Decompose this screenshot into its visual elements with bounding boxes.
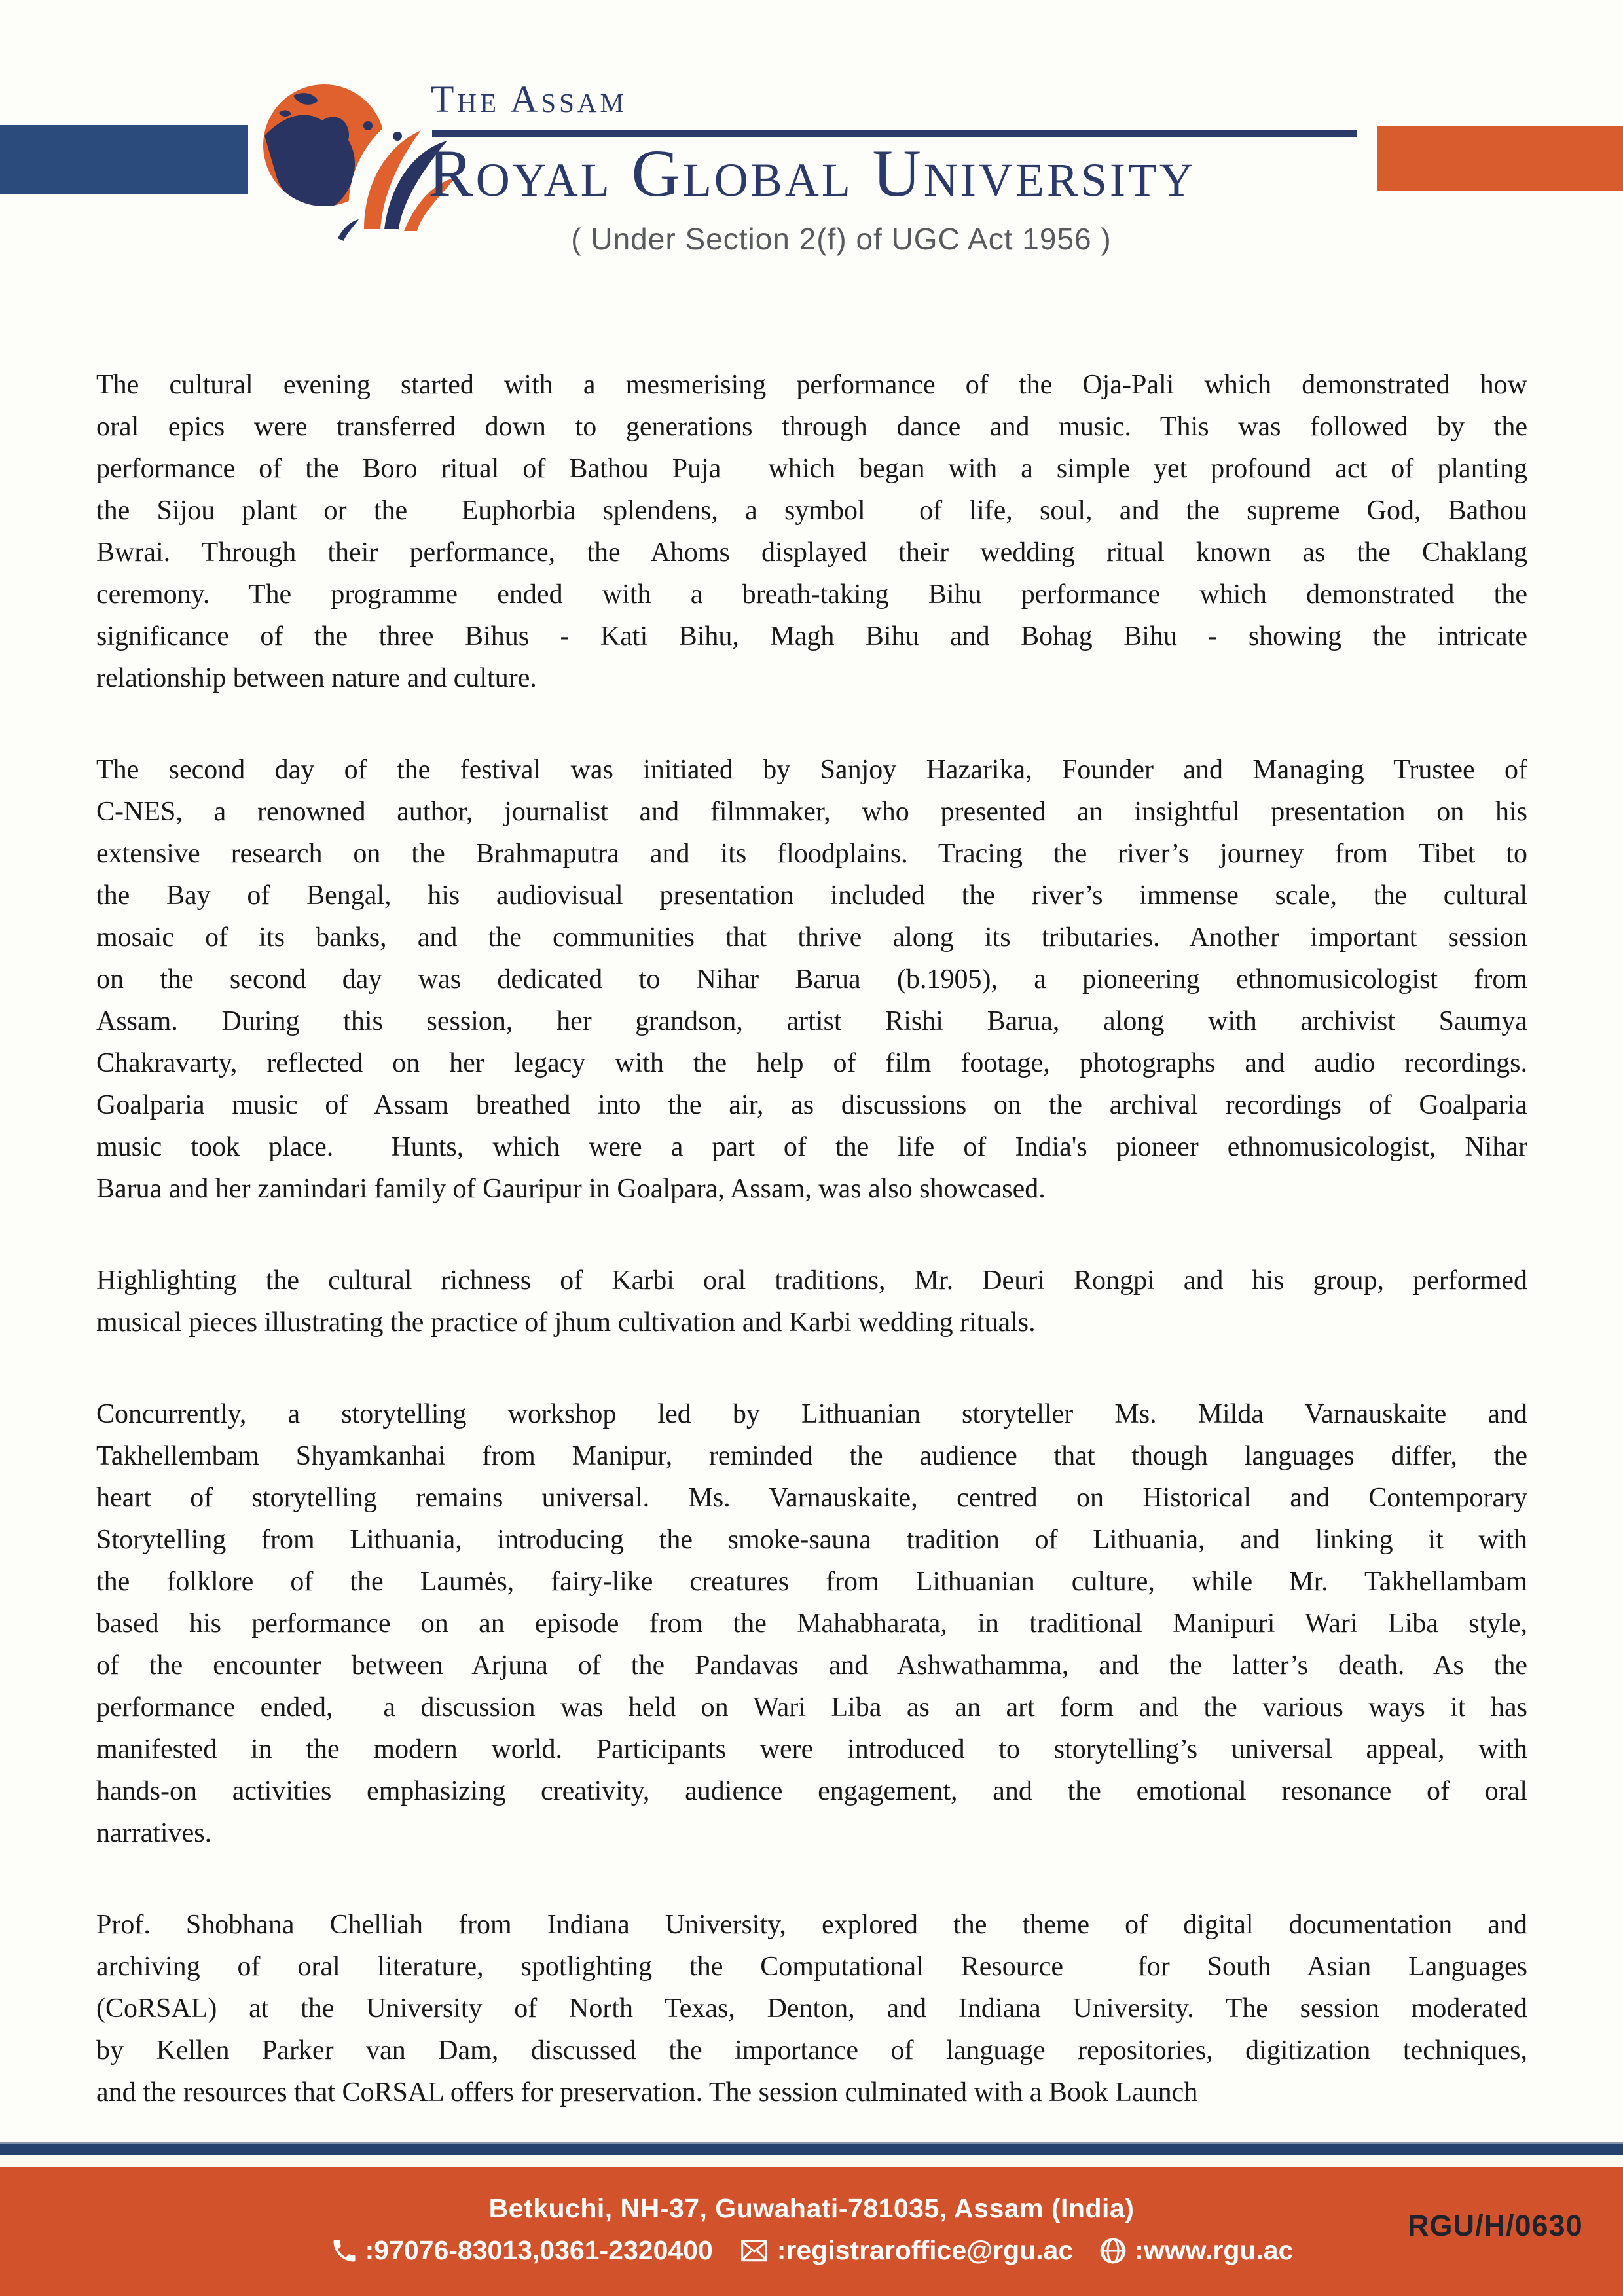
body-line: Bwrai. Through their performance, the Ahoms displayed their wedding ritual known as the Chaklang — [96, 538, 1527, 568]
body-line: Barua and her zamindari family of Gauripur in Goalpara, Assam, was also showcased. — [96, 1174, 1046, 1204]
body-line: and the resources that CoRSAL offers for preservation. The session culminated with a Book Launch — [96, 2077, 1198, 2107]
paragraph — [96, 1904, 1527, 2113]
body-line: by Kellen Parker van Dam, discussed the importance of language repositories, digitization techniques, — [96, 2035, 1527, 2066]
body-line: ceremony. The programme ended with a breath-taking Bihu performance which demonstrated the — [96, 579, 1527, 610]
footer-website — [1098, 2235, 1293, 2266]
paragraph — [96, 364, 1527, 699]
body-line: music took place. Hunts, which were a part of the life of India's pioneer ethnomusicologist, Nihar — [96, 1132, 1527, 1162]
body-line: Highlighting the cultural richness of Karbi oral traditions, Mr. Deuri Rongpi and his group, performed — [96, 1266, 1527, 1296]
body-line: mosaic of its banks, and the communities that thrive along its tributaries. Another important session — [96, 922, 1527, 953]
body-line: musical pieces illustrating the practice of jhum cultivation and Karbi wedding rituals. — [96, 1307, 1036, 1338]
footer-phone — [330, 2235, 713, 2266]
body-line: Takhellembam Shyamkanhai from Manipur, reminded the audience that though languages differ, the — [96, 1441, 1527, 1471]
globe-icon — [1098, 2236, 1128, 2266]
phone-icon — [330, 2236, 359, 2265]
body-line: The second day of the festival was initiated by Sanjoy Hazarika, Founder and Managing Trustee of — [96, 755, 1527, 785]
body-line: based his performance on an episode from the Mahabharata, in traditional Manipuri Wari Liba style, — [96, 1609, 1527, 1639]
body-line: performance ended, a discussion was held on Wari Liba as an art form and the various ways it has — [96, 1692, 1527, 1722]
email-address: :registraroffice@rgu.ac — [776, 2235, 1074, 2265]
reference-number: RGU/H/0630 — [1408, 2209, 1583, 2242]
footer-white-band — [0, 2155, 1623, 2167]
header-right-orange-bar — [1377, 126, 1623, 191]
footer — [0, 2167, 1623, 2296]
body-line: of the encounter between Arjuna of the Pandavas and Ashwathamma, and the latter’s death. As the — [96, 1650, 1527, 1681]
paragraph — [96, 749, 1527, 1210]
body-line: Assam. During this session, her grandson, artist Rishi Barua, along with archivist Saumya — [96, 1006, 1527, 1036]
body-line: archiving of oral literature, spotlighting the Computational Resource for South Asian Languages — [96, 1952, 1527, 1982]
body-line: Goalparia music of Assam breathed into the air, as discussions on the archival recordings of Goalparia — [96, 1090, 1527, 1120]
body-line: C-NES, a renowned author, journalist and filmmaker, who presented an insightful presentation on his — [96, 797, 1527, 827]
body-line: narratives. — [96, 1818, 212, 1848]
body-line: performance of the Boro ritual of Bathou Puja which began with a simple yet profound act of planting — [96, 454, 1527, 484]
body-line: Storytelling from Lithuania, introducing the smoke-sauna tradition of Lithuania, and linking it with — [96, 1525, 1527, 1555]
header-left-blue-bar — [0, 125, 248, 194]
body-line: manifested in the modern world. Participants were introduced to storytelling’s universal appeal, with — [96, 1734, 1527, 1764]
envelope-icon — [738, 2236, 771, 2265]
footer-address: Betkuchi, NH-37, Guwahati-781035, Assam (India) — [488, 2193, 1135, 2223]
body-line: the folklore of the Laumės, fairy-like creatures from Lithuanian culture, while Mr. Takhellambam — [96, 1567, 1527, 1597]
paragraph — [96, 1393, 1527, 1854]
body-line: Concurrently, a storytelling workshop led by Lithuanian storyteller Ms. Milda Varnauskaite and — [96, 1399, 1527, 1429]
body-line: hands-on activities emphasizing creativity, audience engagement, and the emotional resonance of oral — [96, 1776, 1527, 1806]
body-line: extensive research on the Brahmaputra and its floodplains. Tracing the river’s journey from Tibet to — [96, 839, 1527, 869]
body-paragraphs — [96, 364, 1527, 2113]
footer-email — [738, 2235, 1073, 2266]
university-prefix: The Assam — [431, 78, 627, 120]
ugc-act-subtitle: ( Under Section 2(f) of UGC Act 1956 ) — [571, 222, 1112, 256]
body-line: The cultural evening started with a mesmerising performance of the Oja-Pali which demonstrated how — [96, 370, 1527, 400]
body-line: significance of the three Bihus - Kati Bihu, Magh Bihu and Bohag Bihu - showing the intricate — [96, 621, 1527, 651]
website-url: :www.rgu.ac — [1135, 2235, 1294, 2265]
body-line: the Sijou plant or the Euphorbia splendens, a symbol of life, soul, and the supreme God, Bathou — [96, 496, 1527, 526]
paragraph — [96, 1260, 1527, 1343]
body-line: oral epics were transferred down to generations through dance and music. This was followed by the — [96, 412, 1527, 442]
body-line: (CoRSAL) at the University of North Texas, Denton, and Indiana University. The session moderated — [96, 1994, 1527, 2024]
university-name: Royal Global University — [428, 136, 1196, 211]
body-line: Prof. Shobhana Chelliah from Indiana University, explored the theme of digital documentation and — [96, 1910, 1527, 1940]
body-line: relationship between nature and culture. — [96, 663, 537, 693]
footer-navy-strip — [0, 2144, 1623, 2155]
body-line: the Bay of Bengal, his audiovisual presentation included the river’s immense scale, the cultural — [96, 881, 1527, 911]
footer-contacts — [0, 2235, 1623, 2266]
body-line: heart of storytelling remains universal. Ms. Varnauskaite, centred on Historical and Contemporary — [96, 1483, 1527, 1513]
phone-number: :97076-83013,0361-2320400 — [365, 2235, 713, 2265]
body-line: Chakravarty, reflected on her legacy with the help of film footage, photographs and audio recordings. — [96, 1048, 1527, 1078]
body-line: on the second day was dedicated to Nihar Barua (b.1905), a pioneering ethnomusicologist from — [96, 964, 1527, 994]
